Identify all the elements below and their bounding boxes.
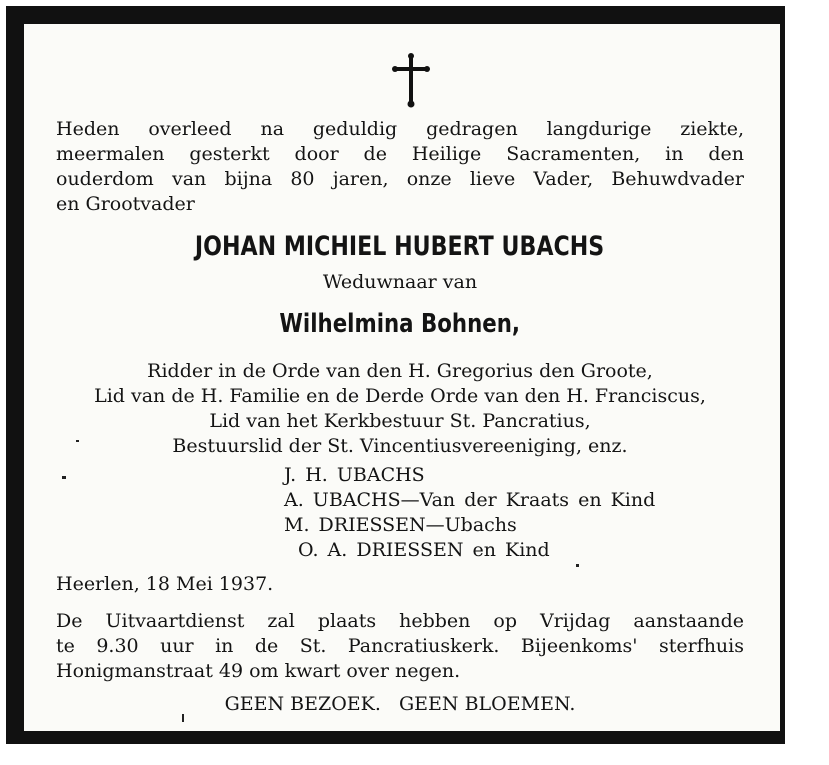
service-line-3: Honigmanstraat 49 om kwart over negen. [56,660,461,682]
place-date: Heerlen, 18 Mei 1937. [56,573,274,595]
cross-icon [390,53,432,109]
title-line-3: Lid van het Kerkbestuur St. Pancratius, [209,410,591,432]
print-speck [182,714,184,722]
print-speck [576,564,579,567]
family-member-2: A. UBACHS—Van der Kraats en Kind [284,489,656,511]
print-speck [76,440,79,442]
intro-line-1: Heden overleed na geduldig gedragen langdurige ziekte, [56,118,744,140]
deceased-name: JOHAN MICHIEL HUBERT UBACHS [195,231,605,262]
family-member-3: M. DRIESSEN—Ubachs [284,514,517,536]
closing-note: GEEN BEZOEK. GEEN BLOEMEN. [224,693,576,715]
deceased-name-row [56,230,744,266]
family-member-1: J. H. UBACHS [284,464,425,486]
widower-of-label: Weduwnaar van [322,271,478,293]
title-line-2: Lid van de H. Familie en de Derde Orde van den H. Franciscus, [94,385,706,407]
spouse-name: Wilhelmina Bohnen, [279,309,521,339]
print-speck [62,476,66,479]
title-line-4: Bestuurslid der St. Vincentiusvereeniging, enz. [172,435,628,457]
intro-line-2: meermalen gesterkt door de Heilige Sacramenten, in den [56,143,744,165]
spouse-name-row [56,306,744,344]
service-line-1: De Uitvaartdienst zal plaats hebben op Vrijdag aanstaande [56,610,744,632]
title-line-1: Ridder in de Orde van den H. Gregorius den Groote, [147,360,653,382]
service-line-2: te 9.30 uur in de St. Pancratiuskerk. Bijeenkoms' sterfhuis [56,635,744,657]
intro-line-4: en Grootvader [56,193,195,215]
family-member-4: O. A. DRIESSEN en Kind [298,539,550,561]
intro-line-3: ouderdom van bijna 80 jaren, onze lieve Vader, Behuwdvader [56,168,744,190]
